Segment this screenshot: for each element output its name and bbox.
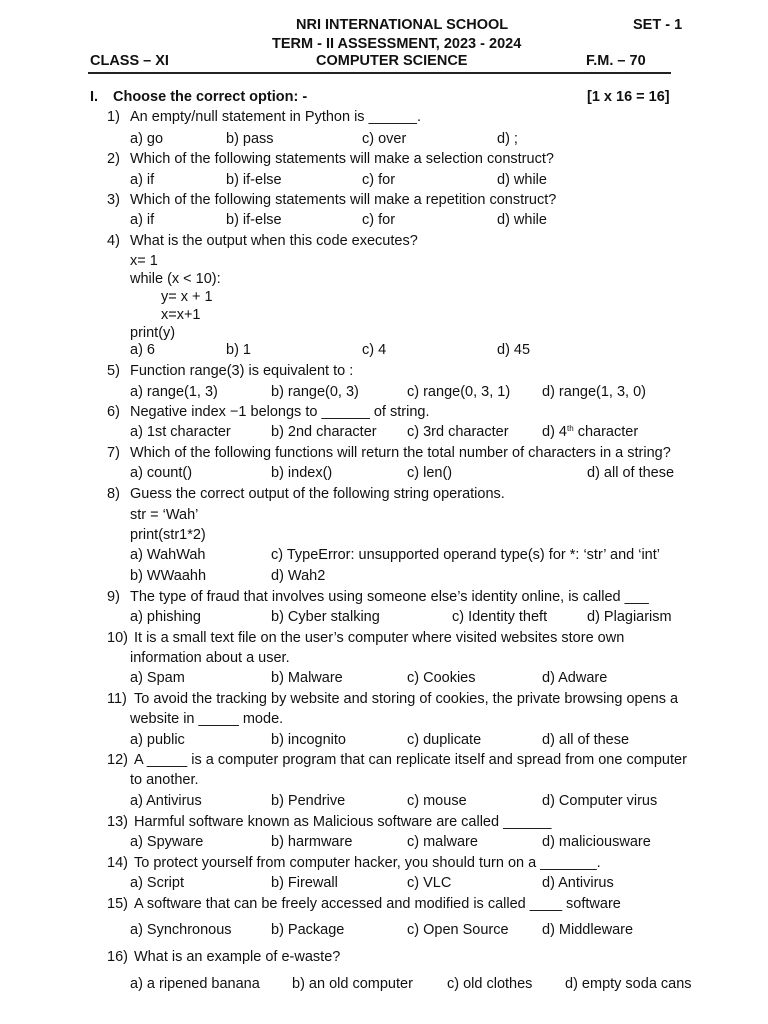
option-c: c) Open Source	[407, 922, 509, 938]
option-a: a) Synchronous	[130, 922, 232, 938]
option-a: a) 1st character	[130, 424, 231, 440]
question-text: It is a small text file on the user’s computer where visited websites store own	[134, 630, 625, 646]
question-number: 7)	[107, 445, 120, 461]
set-label: SET - 1	[633, 17, 683, 33]
option-c: c) mouse	[407, 793, 467, 809]
question-text: Which of the following functions will return the total number of characters in a string?	[130, 445, 671, 461]
code-line: x= 1	[130, 253, 158, 269]
question-text: What is an example of e-waste?	[134, 949, 341, 965]
option-a: a) range(1, 3)	[130, 384, 218, 400]
option-d: d) Plagiarism	[587, 609, 672, 625]
question-number: 9)	[107, 589, 120, 605]
option-b: b) Pendrive	[271, 793, 346, 809]
option-d: d) all of these	[542, 732, 630, 748]
option-b: b) if-else	[226, 212, 282, 228]
option-c: c) range(0, 3, 1)	[407, 384, 511, 400]
option-c: c) Cookies	[407, 670, 476, 686]
question-number: 12)	[107, 752, 128, 768]
code-line: x=x+1	[161, 307, 201, 323]
section-marks: [1 x 16 = 16]	[587, 89, 670, 105]
question-text: Function range(3) is equivalent to :	[130, 363, 354, 379]
option-c: c) 3rd character	[407, 424, 509, 440]
question-number: 16)	[107, 949, 128, 965]
question-text-cont: website in _____ mode.	[130, 711, 284, 727]
option-d: d) Adware	[542, 670, 608, 686]
option-d: d) 45	[497, 342, 531, 358]
option-b: b) harmware	[271, 834, 353, 850]
option-d	[542, 424, 638, 440]
option-c: c) over	[362, 131, 407, 147]
option-d: d) range(1, 3, 0)	[542, 384, 646, 400]
question-number: 5)	[107, 363, 120, 379]
option-d: d) Computer virus	[542, 793, 658, 809]
full-marks: F.M. – 70	[586, 53, 646, 69]
option-b: b) 1	[226, 342, 251, 358]
option-d: d) ;	[497, 131, 518, 147]
option-d: d) Wah2	[271, 568, 326, 584]
question-number: 2)	[107, 151, 120, 167]
option-c: c) VLC	[407, 875, 452, 891]
option-b: b) Cyber stalking	[271, 609, 380, 625]
option-a: a) a ripened banana	[130, 976, 260, 992]
class-label: CLASS – XI	[90, 53, 169, 69]
header-divider	[88, 72, 671, 74]
option-c: c) for	[362, 212, 396, 228]
ordinal-suffix: th	[567, 424, 574, 433]
code-line: y= x + 1	[161, 289, 213, 305]
option-d: d) empty soda cans	[565, 976, 692, 992]
question-text: An empty/null statement in Python is ______.	[130, 109, 421, 125]
question-text: Guess the correct output of the following string operations.	[130, 486, 505, 502]
question-number: 1)	[107, 109, 120, 125]
question-number: 15)	[107, 896, 128, 912]
question-number: 11)	[107, 691, 127, 707]
option-a: a) Spyware	[130, 834, 204, 850]
option-b: b) if-else	[226, 172, 282, 188]
option-b: b) index()	[271, 465, 333, 481]
option-b: b) an old computer	[292, 976, 413, 992]
section-number: I.	[90, 89, 99, 105]
option-a: a) public	[130, 732, 185, 748]
option-d: d) all of these	[587, 465, 675, 481]
option-b: b) range(0, 3)	[271, 384, 359, 400]
question-text: Which of the following statements will make a repetition construct?	[130, 192, 557, 208]
option-a: a) 6	[130, 342, 155, 358]
question-number: 13)	[107, 814, 128, 830]
option-d: d) Middleware	[542, 922, 634, 938]
code-line: str = ‘Wah’	[130, 507, 199, 523]
option-a: a) Antivirus	[130, 793, 202, 809]
option-a: a) if	[130, 172, 155, 188]
question-number: 14)	[107, 855, 128, 871]
option-a: a) if	[130, 212, 155, 228]
code-line: print(y)	[130, 325, 176, 341]
option-d: d) while	[497, 212, 547, 228]
option-d-prefix: d) 4	[542, 424, 567, 440]
term-title: TERM - II ASSESSMENT, 2023 - 2024	[272, 36, 522, 52]
option-c: c) 4	[362, 342, 387, 358]
option-b: b) 2nd character	[271, 424, 377, 440]
option-b: b) Package	[271, 922, 345, 938]
option-a: a) WahWah	[130, 547, 206, 563]
section-title: Choose the correct option: -	[113, 89, 308, 105]
option-c: c) len()	[407, 465, 453, 481]
option-c: c) for	[362, 172, 396, 188]
option-a: a) Script	[130, 875, 184, 891]
code-line: while (x < 10):	[130, 271, 221, 287]
question-number: 10)	[107, 630, 128, 646]
question-number: 4)	[107, 233, 120, 249]
option-d: d) while	[497, 172, 547, 188]
question-number: 3)	[107, 192, 120, 208]
code-line: print(str1*2)	[130, 527, 206, 543]
question-text: What is the output when this code executes?	[130, 233, 418, 249]
option-a: a) phishing	[130, 609, 201, 625]
school-name: NRI INTERNATIONAL SCHOOL	[296, 17, 509, 33]
option-a: a) count()	[130, 465, 193, 481]
question-text: A software that can be freely accessed and modified is called ____ software	[134, 896, 621, 912]
question-number: 6)	[107, 404, 120, 420]
question-text: To avoid the tracking by website and storing of cookies, the private browsing opens a	[134, 691, 679, 707]
option-c: c) old clothes	[447, 976, 533, 992]
question-text-cont: to another.	[130, 772, 199, 788]
option-b: b) WWaahh	[130, 568, 207, 584]
option-b: b) pass	[226, 131, 274, 147]
option-a: a) go	[130, 131, 164, 147]
option-c: c) malware	[407, 834, 478, 850]
subject-label: COMPUTER SCIENCE	[316, 53, 468, 69]
option-c: c) Identity theft	[452, 609, 548, 625]
question-text: To protect yourself from computer hacker, you should turn on a _______.	[134, 855, 601, 871]
option-c: c) TypeError: unsupported operand type(s) for *: ‘str’ and ‘int’	[271, 547, 661, 563]
option-d: d) Antivirus	[542, 875, 614, 891]
question-text: Harmful software known as Malicious software are called ______	[134, 814, 552, 830]
option-a: a) Spam	[130, 670, 185, 686]
question-text: Which of the following statements will make a selection construct?	[130, 151, 554, 167]
option-d-suffix: character	[573, 424, 639, 440]
option-d: d) maliciousware	[542, 834, 651, 850]
option-b: b) Malware	[271, 670, 343, 686]
option-b: b) incognito	[271, 732, 346, 748]
question-text: The type of fraud that involves using someone else’s identity online, is called ___	[130, 589, 649, 605]
option-c: c) duplicate	[407, 732, 482, 748]
question-text-cont: information about a user.	[130, 650, 290, 666]
option-b: b) Firewall	[271, 875, 338, 891]
question-number: 8)	[107, 486, 120, 502]
question-text: Negative index −1 belongs to ______ of string.	[130, 404, 430, 420]
question-text: A _____ is a computer program that can replicate itself and spread from one computer	[134, 752, 687, 768]
